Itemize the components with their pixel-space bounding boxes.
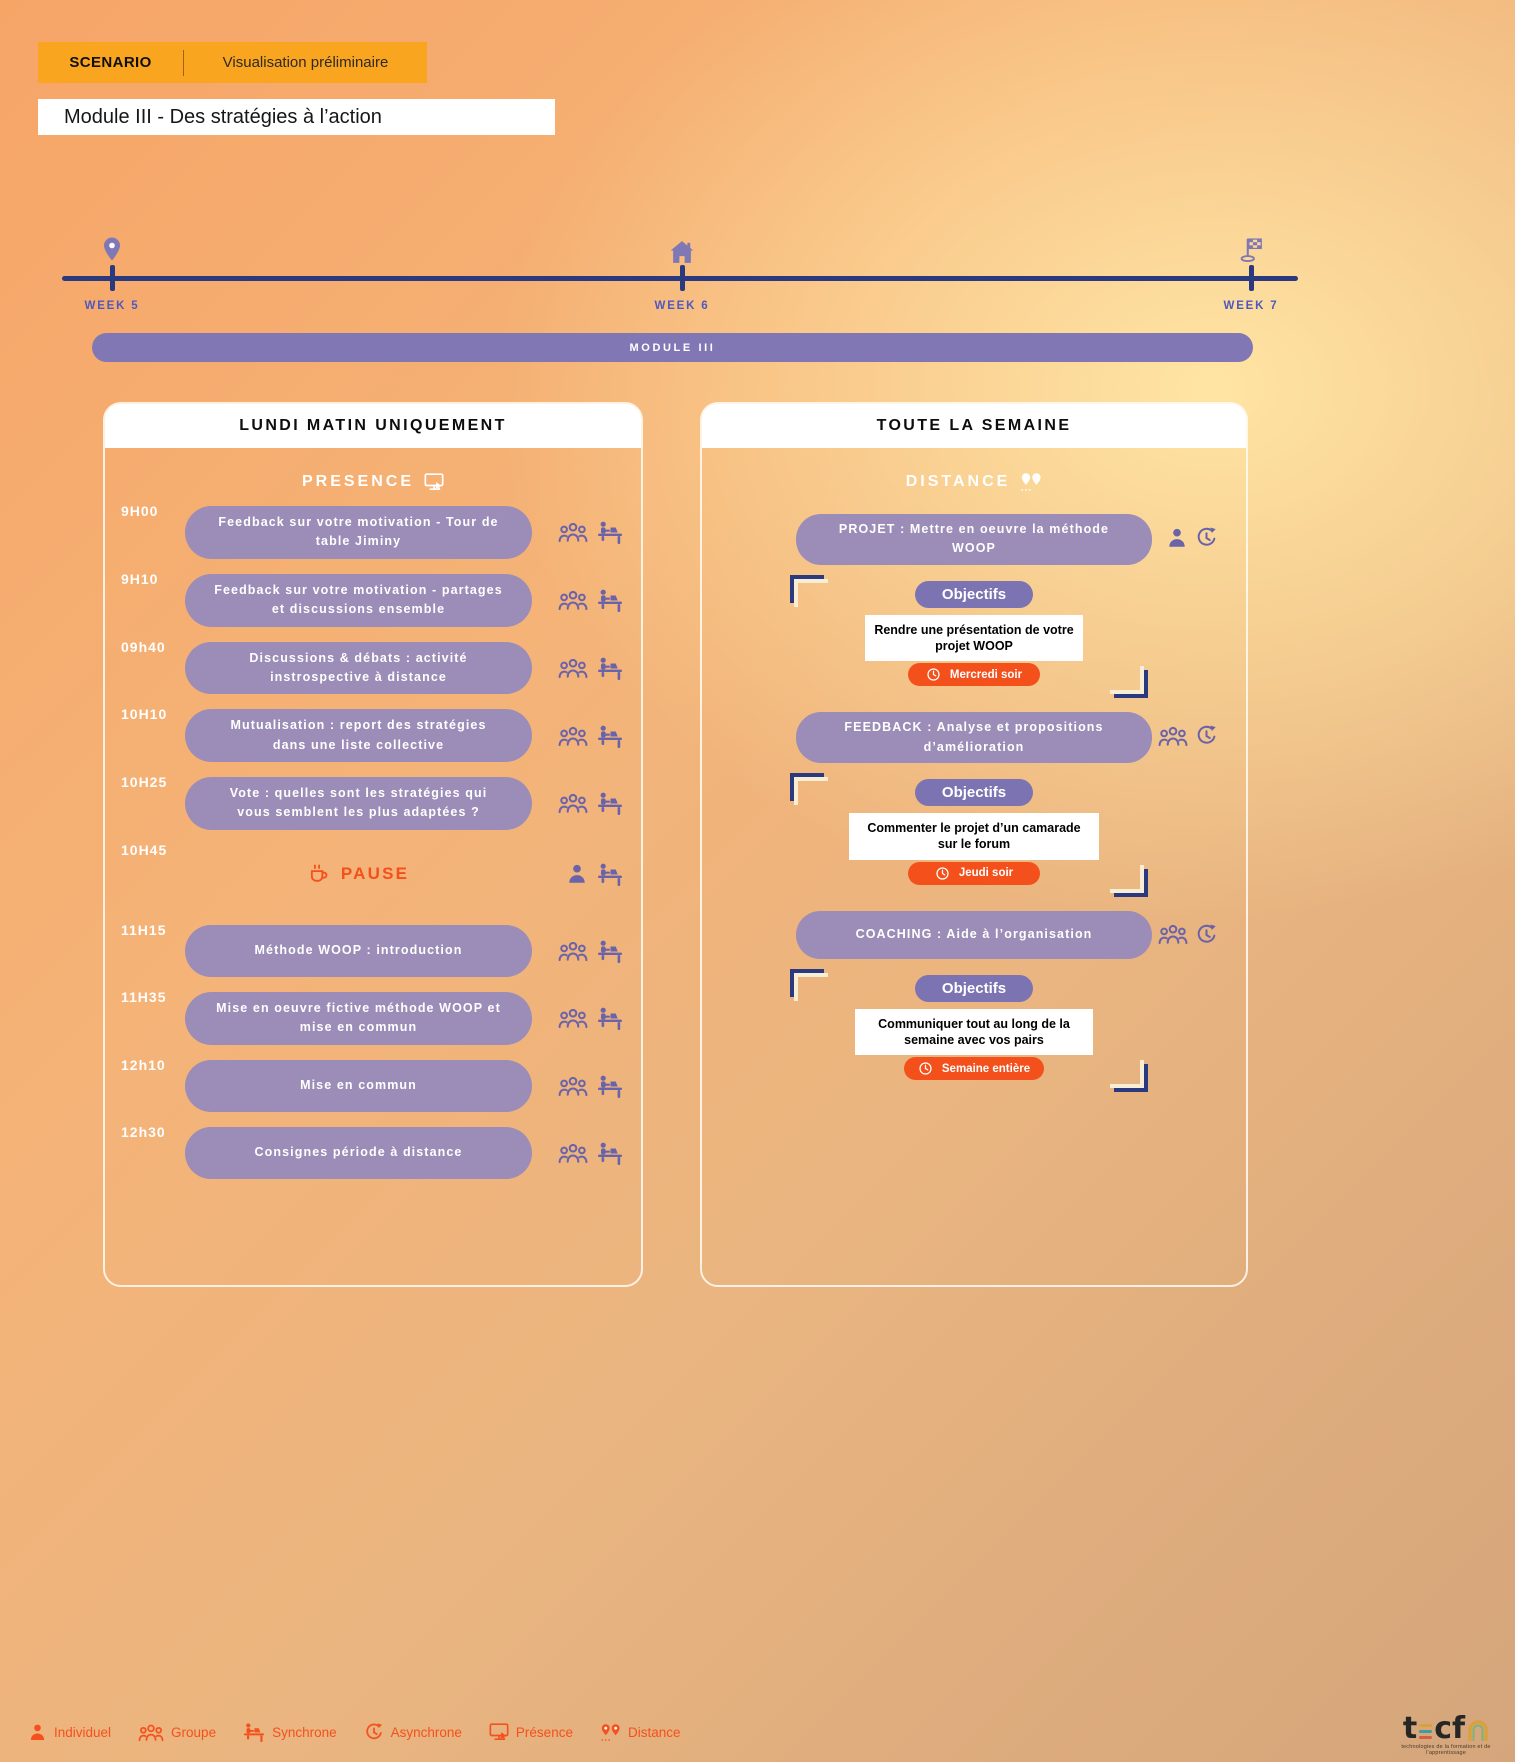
activity-pill[interactable]: Feedback sur votre motivation - partages et discussions ensemble [185, 574, 532, 627]
activity-pill[interactable]: Mise en commun [185, 1060, 532, 1112]
objectifs-pill[interactable]: Objectifs [915, 581, 1033, 608]
schedule-row [105, 638, 641, 695]
time-label: 10H10 [121, 706, 168, 723]
activity-pill[interactable]: Méthode WOOP : introduction [185, 925, 532, 977]
group-icon [1158, 725, 1188, 747]
schedule-list [105, 503, 641, 1179]
module-title-bar [38, 99, 555, 135]
schedule-row [105, 706, 641, 762]
logo-arch [1467, 1718, 1489, 1742]
synchronous-icon [597, 588, 623, 612]
schedule-row [105, 503, 641, 559]
pause-label [185, 862, 532, 885]
activity-pill[interactable]: Consignes période à distance [185, 1127, 532, 1179]
synchronous-icon [243, 1722, 265, 1742]
panel-toute-la-semaine [700, 402, 1248, 1287]
synchronous-icon [597, 724, 623, 748]
corner-bracket-bottom-right [1114, 670, 1148, 698]
legend-label: Asynchrone [390, 1724, 462, 1740]
group-icon [138, 1723, 164, 1742]
synchronous-icon [597, 1141, 623, 1165]
activity-pill[interactable]: Discussions & débats : activité instrospective à distance [185, 642, 532, 695]
right-panel-title: TOUTE LA SEMAINE [702, 404, 1246, 448]
left-panel-title: LUNDI MATIN UNIQUEMENT [105, 404, 641, 448]
schedule-row [105, 774, 641, 830]
activity-pill[interactable]: Mutualisation : report des stratégies dans une liste collective [185, 709, 532, 762]
objectifs-pill[interactable]: Objectifs [915, 975, 1033, 1002]
corner-bracket-top-left [790, 773, 824, 801]
objective-text: Commenter le projet d’un camarade sur le forum [849, 813, 1099, 860]
time-label: 9H10 [121, 570, 159, 587]
individual-icon [1166, 527, 1188, 549]
legend-label: Individuel [54, 1724, 112, 1740]
presence-icon [489, 1722, 509, 1742]
logo-letter-t: t [1402, 1711, 1418, 1746]
modality-legend [28, 1722, 681, 1742]
group-icon [1158, 923, 1188, 945]
clock-icon [935, 866, 950, 881]
schedule-row [105, 570, 641, 627]
group-icon [558, 521, 588, 543]
synchronous-icon [597, 1074, 623, 1098]
synchronous-icon [597, 1006, 623, 1030]
presence-mode-title [105, 472, 641, 492]
tecfa-wordmark [1385, 1708, 1507, 1746]
schedule-row [105, 988, 641, 1045]
synchronous-icon [597, 656, 623, 680]
schedule-row [105, 1056, 641, 1112]
activity-modality-icons [558, 588, 623, 612]
activity-modality-icons [558, 791, 623, 815]
legend-item-distance [600, 1723, 681, 1742]
activity-modality-icons [1166, 526, 1218, 549]
logo-letters-cf: cf [1434, 1711, 1466, 1746]
deadline-text: Semaine entière [941, 1062, 1031, 1075]
synchronous-icon [597, 520, 623, 544]
timeline-marker-week7 [1181, 234, 1321, 312]
week5-label: WEEK 5 [84, 300, 140, 312]
distance-activity-pill[interactable]: FEEDBACK : Analyse et propositions d’amélioration [796, 712, 1152, 763]
legend-item-presence [489, 1722, 573, 1742]
schedule-row [105, 1123, 641, 1179]
synchronous-icon [597, 939, 623, 963]
distance-mode-title [702, 472, 1246, 492]
scenario-badge [38, 42, 427, 83]
pause-row [105, 841, 641, 903]
location-pin-icon [42, 234, 182, 264]
objective-text: Rendre une présentation de votre projet WOOP [865, 615, 1083, 662]
objectives-section [702, 581, 1246, 697]
time-label: 10H45 [121, 841, 168, 858]
clock-icon [926, 667, 941, 682]
activity-modality-icons [558, 656, 623, 680]
objectives-section [702, 975, 1246, 1091]
timeline-marker-week5 [42, 234, 182, 312]
group-icon [558, 1142, 588, 1164]
schedule-row [105, 921, 641, 977]
objectives-section [702, 779, 1246, 895]
finish-flag-icon [1181, 234, 1321, 264]
group-icon [558, 657, 588, 679]
group-icon [558, 1007, 588, 1029]
individual-icon [566, 863, 588, 885]
activity-modality-icons [1158, 724, 1218, 747]
activity-pill[interactable]: Mise en oeuvre fictive méthode WOOP et mise en commun [185, 992, 532, 1045]
distance-icon [600, 1723, 621, 1742]
distance-block-feedback [702, 712, 1246, 894]
asynchronous-icon [1195, 526, 1218, 549]
pause-modality-icons [566, 862, 623, 886]
legend-item-asynchrone [364, 1722, 462, 1742]
deadline-text: Jeudi soir [958, 867, 1014, 879]
objectifs-pill[interactable]: Objectifs [915, 779, 1033, 806]
distance-icon [1020, 472, 1042, 492]
deadline-pill[interactable] [904, 1057, 1044, 1080]
pause-text: PAUSE [340, 863, 410, 883]
time-label: 11H35 [121, 988, 167, 1005]
distance-block-coaching [702, 911, 1246, 1091]
time-label: 9H00 [121, 503, 159, 519]
time-label: 10H25 [121, 774, 168, 790]
objective-text: Communiquer tout au long de la semaine avec vos pairs [855, 1009, 1093, 1056]
corner-bracket-bottom-right [1114, 1064, 1148, 1092]
module-span-pill: MODULE III [92, 333, 1253, 362]
activity-modality-icons [558, 520, 623, 544]
distance-block-projet [702, 514, 1246, 696]
activity-pill[interactable]: Vote : quelles sont les stratégies qui vous semblent les plus adaptées ? [185, 777, 532, 830]
panel-lundi-matin [103, 402, 643, 1287]
activity-modality-icons [1158, 923, 1218, 946]
corner-bracket-bottom-right [1114, 869, 1148, 897]
logo-letter-e-bars [1419, 1724, 1432, 1743]
group-icon [558, 589, 588, 611]
week7-label: WEEK 7 [1223, 300, 1279, 312]
page-title: Module III - Des stratégies à l’action [64, 105, 382, 128]
individual-icon [28, 1723, 47, 1742]
deadline-pill[interactable] [908, 663, 1040, 686]
time-label: 12h10 [121, 1056, 166, 1073]
asynchronous-icon [364, 1722, 384, 1742]
activity-modality-icons [558, 724, 623, 748]
time-label: 12h30 [121, 1123, 166, 1140]
group-icon [558, 1075, 588, 1097]
tab-visualisation-preliminaire[interactable]: Visualisation préliminaire [222, 54, 389, 71]
synchronous-icon [597, 862, 623, 886]
home-icon [612, 234, 752, 264]
tab-scenario[interactable]: SCENARIO [69, 54, 152, 71]
tecfa-logo [1385, 1708, 1507, 1756]
activity-modality-icons [558, 1074, 623, 1098]
legend-label: Synchrone [272, 1724, 337, 1740]
legend-label: Présence [515, 1724, 573, 1740]
time-label: 11H15 [121, 921, 167, 938]
distance-blocks [702, 514, 1246, 1090]
legend-item-groupe [138, 1723, 216, 1742]
legend-label: Groupe [171, 1724, 217, 1740]
activity-modality-icons [558, 939, 623, 963]
corner-bracket-top-left [790, 575, 824, 603]
synchronous-icon [597, 791, 623, 815]
asynchronous-icon [1195, 923, 1218, 946]
deadline-pill[interactable] [908, 862, 1040, 885]
group-icon [558, 792, 588, 814]
time-label: 09h40 [121, 638, 166, 655]
activity-pill[interactable]: Feedback sur votre motivation - Tour de table Jiminy [185, 506, 532, 559]
week6-label: WEEK 6 [654, 300, 710, 312]
tecfa-caption: technologies de la formation et de l’apprentissage [1401, 1744, 1491, 1756]
distance-label: DISTANCE [905, 473, 1011, 490]
asynchronous-icon [1195, 724, 1218, 747]
presence-label: PRESENCE [301, 473, 415, 490]
coffee-icon [308, 862, 331, 885]
activity-modality-icons [558, 1141, 623, 1165]
legend-item-individuel [28, 1723, 111, 1742]
legend-item-synchrone [243, 1722, 337, 1742]
group-icon [558, 725, 588, 747]
legend-label: Distance [627, 1724, 681, 1740]
group-icon [558, 940, 588, 962]
corner-bracket-top-left [790, 969, 824, 997]
timeline-marker-week6 [612, 234, 752, 312]
deadline-text: Mercredi soir [949, 668, 1023, 681]
activity-modality-icons [558, 1006, 623, 1030]
distance-activity-pill[interactable]: COACHING : Aide à l’organisation [796, 911, 1152, 959]
distance-activity-pill[interactable]: PROJET : Mettre en oeuvre la méthode WOOP [796, 514, 1152, 565]
presence-icon [424, 472, 444, 492]
clock-icon [918, 1061, 933, 1076]
